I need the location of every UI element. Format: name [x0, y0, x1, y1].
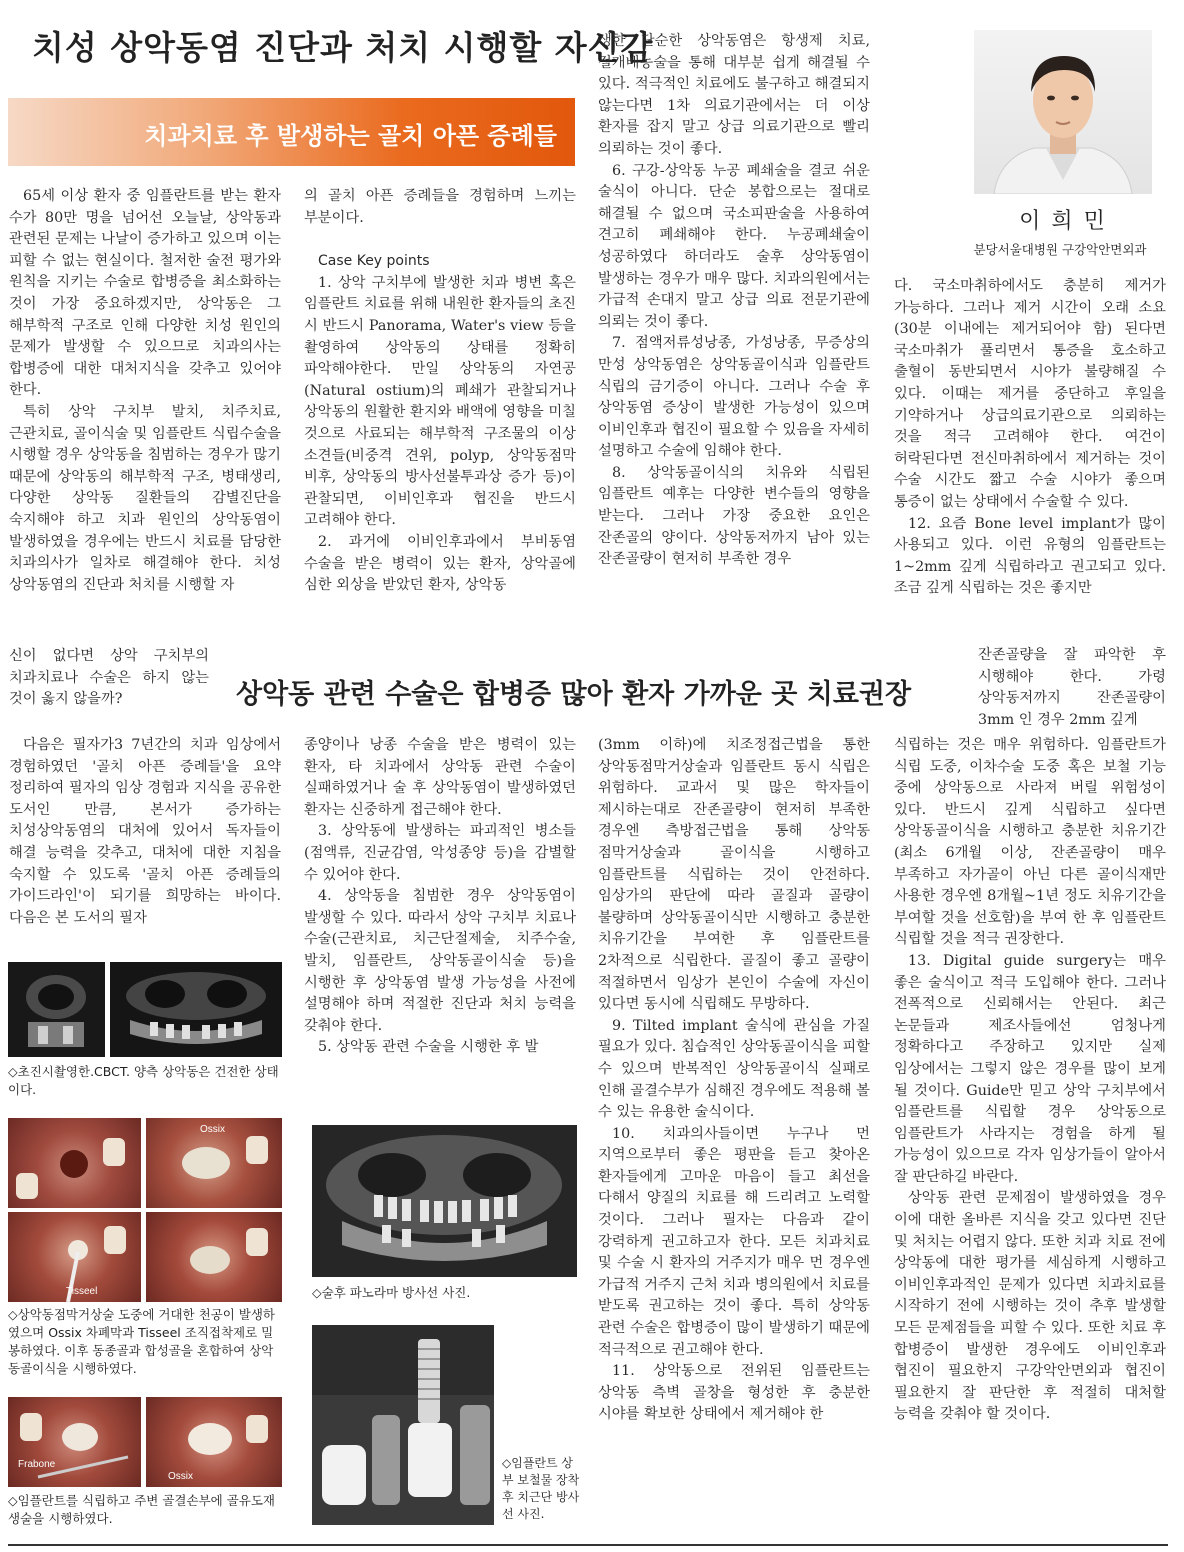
paragraph: 종양이나 낭종 수술을 받은 병력이 있는 환자, 타 치과에서 상악동 관련 수술이 실패하였거나 술 후 상악동염이 발생하였던 환자는 신중하게 접근해야 한다. [304, 737, 576, 818]
column-2-bottom [304, 735, 576, 1059]
subtitle-banner [8, 98, 575, 166]
caption-surgery: ◇상악동점막거상술 도중에 거대한 천공이 발생하였으며 Ossix 차폐막과 Tisseel 조직접착제로 밀봉하였다. 이후 동종골과 합성골을 혼합하여 상악동골이식을 시행하였다. [8, 1307, 276, 1376]
photo-label: Ossix [168, 1471, 193, 1482]
portrait-image [974, 30, 1152, 194]
author-name: 이 희 민 [1019, 209, 1107, 234]
surgery-photo-4 [146, 1212, 282, 1302]
paragraph: 3. 상악동에 발생하는 파괴적인 병소들(점액류, 진균감염, 악성종양 등)을 감별할 수 있어야 한다. [304, 823, 576, 883]
cbct-image-right [110, 962, 282, 1057]
paragraph: 6. 구강-상악동 누공 폐쇄술을 결코 쉬운 술식이 아니다. 단순 봉합으로는 절대로 해결될 수 없으며 국소피판술을 사용하여 견고히 폐쇄해야 한다. 누공폐쇄술이 성공하였다 하더라도 술후 상악동염이 발생하는 경우가 매우 많다. 치과의원에서는 가급적 손대지 말고 상급 의료 전문기관에 의뢰는 것이 좋다. [598, 162, 870, 330]
paragraph: 11. 상악동으로 전위된 임플란트는 상악동 측벽 골창을 형성한 후 충분한 시야를 확보한 상태에서 제거해야 한 [598, 1363, 870, 1423]
photo-label: Tisseel [66, 1286, 98, 1297]
cbct-scan [8, 962, 105, 1057]
caption-graft: ◇임플란트를 식립하고 주변 골결손부에 골유도재생술을 시행하였다. [8, 1493, 276, 1526]
page-title: 치성 상악동염 진단과 처치 시행할 자신감 [32, 28, 654, 67]
clinical-photo [8, 1118, 141, 1208]
photo-label: Ossix [200, 1124, 225, 1135]
author-photo [974, 30, 1152, 194]
caption-periapical: ◇임플란트 상부 보철물 장착 후 치근단 방사선 사진. [502, 1456, 580, 1521]
mid-headline: 상악동 관련 수술은 합병증 많아 환자 가까운 곳 치료권장 [236, 679, 912, 710]
cbct-image-left [8, 962, 105, 1057]
paragraph: 65세 이상 환자 중 임플란트를 받는 환자 수가 80만 명을 넘어선 오늘날, 상악동과 관련된 문제는 나날이 증가하고 있으며 이는 피할 수 없는 현실이다. 철저한 술전 평가와 원칙을 지키는 수술로 합병증을 최소화하는 것이 가장 중요하겠지만, 상악동은 그 해부학적 구조로 인해 다양한 치성 원인의 문제가 발생할 수 있으므로 치과의사는 합병증에 대한 대처지식을 갖추고 있어야 한다. [9, 188, 281, 399]
paragraph: 8. 상악동골이식의 치유와 식립된 임플란트 예후는 다양한 변수들의 영향을 받는다. 그러나 가장 중요한 요인은 잔존골의 양이다. 상악동저까지 남아 있는 잔존골량이 현저히 부족한 경우 [598, 464, 870, 568]
paragraph: 특히 상악 구치부 발치, 치주치료, 근관치료, 골이식술 및 임플란트 식립수술을 시행할 경우 상악동을 침범하는 경우가 많기 때문에 상악동의 해부학적 구조, 병태생리, 다양한 상악동 질환들의 감별진단을 숙지해야 하고 치과 원인의 상악동염이 발생하였을 경우에는 반드시 치료를 담당한 치과의사가 일차로 해결해야 한다. 치성 상악동염의 진단과 처치를 시행할 자 [9, 403, 281, 593]
author-affiliation: 분당서울대병원 구강악안면외과 [973, 242, 1147, 257]
subtitle-text: 치과치료 후 발생하는 골치 아픈 증례들 [144, 122, 557, 150]
panoramic-xray [312, 1125, 577, 1277]
case-key-heading: Case Key points [318, 253, 430, 270]
cbct-scan [110, 962, 282, 1057]
clinical-photo [8, 1397, 141, 1487]
paragraph: 1. 상악 구치부에 발생한 치과 병변 혹은 임플란트 치료를 위해 내원한 환자들의 초진 시 반드시 Panorama, Water's view 등을 촬영하여 상악동의 상태를 정확히 파악해야한다. 만일 상악동의 자연공(Natural ostium)의 폐쇄가 관찰되거나 상악동의 원활한 환지와 배액에 영향을 미칠 것으로 사료되는 해부학적 구조물의 이상 소견들(비중격 견위, polyp, 상악동점막 비후, 상악동의 방사선불투과상 증가 등)이 관찰되면, 이비인후과 협진을 반드시 고려해야 한다. [304, 274, 576, 529]
paragraph: 12. 요즘 Bone level implant가 많이 사용되고 있다. 이런 유형의 임플란트는 1~2mm 깊게 식립하라고 권고되고 있다. 조금 깊게 식립하는 것은 좋지만 [894, 515, 1166, 597]
paragraph: 식립하는 것은 매우 위험하다. 임플란트가 식립 도중, 이차수술 도중 혹은 보철 기능 중에 상악동으로 사라져 버릴 위험성이 있다. 반드시 깊게 식립하고 싶다면 상악동골이식을 시행하고 충분한 치유기간(최소 6개월 이상, 잔존골량이 매우 부족하고 자가골이 아닌 다른 골이식재만 사용한 경우엔 8개월~1년 정도 치유기간을 부여할 것을 선호함)을 부여 한 후 임플란트 식립할 것을 적극 권장한다. [894, 737, 1166, 948]
paragraph: 2. 과거에 이비인후과에서 부비동염 수술을 받은 병력이 있는 환자, 상악골에 심한 외상을 받았던 환자, 상악동 [304, 533, 576, 594]
column-1-top [9, 186, 281, 596]
photo-label: Frabone [18, 1459, 56, 1470]
column-4-narrow [978, 645, 1166, 731]
clinical-photo [146, 1397, 282, 1487]
paragraph: 다음은 필자가3 7년간의 치과 임상에서 경험하였던 '골치 아픈 증례들'을 요약 정리하여 필자의 임상 경험과 지식을 공유한 도서인 만큼, 본서가 증가하는 치성상악동염의 대처에 있어서 독자들이 해결 능력을 갖추고, 대처에 대한 지침을 숙지할 수 있도록 '골치 아픈 증례들의 가이드라인'이 되기를 희망하는 바이다. 다음은 본 도서의 필자 [9, 737, 281, 926]
column-2-top [304, 186, 576, 597]
caption-cbct: ◇초진시촬영한.CBCT. 양측 상악동은 건전한 상태이다. [8, 1064, 279, 1097]
xray-image [312, 1125, 577, 1277]
paragraph: 13. Digital guide surgery는 매우 좋은 술식이고 적극 도입해야 한다. 그러나 전폭적으로 신뢰해서는 안된다. 최근 논문들과 제조사들에선 엄청나게 정확하다고 주장하고 있지만 실제 임상에서는 그렇지 않은 경우를 많이 보게 될 것이다. Guide만 믿고 상악 구치부에서 임플란트를 식립할 경우 상악동으로 임플란트가 사라지는 경험을 하게 될 가능성이 있으므로 각자 임상가들이 알아서 잘 판단하길 바란다. [894, 952, 1166, 1185]
surgery-photo-3 [8, 1212, 141, 1302]
paragraph: 4. 상악동을 침범한 경우 상악동염이 발생할 수 있다. 따라서 상악 구치부 치료나 수술(근관치료, 치근단절제술, 치주수술, 발치, 임플란트, 상악동골이식술 등)을 시행한 후 상악동염 발생 가능성을 사전에 설명해야 하며 적절한 진단과 처치 능력을 갖춰야 한다. [304, 888, 576, 1034]
caption-pano: ◇술후 파노라마 방사선 사진. [312, 1285, 471, 1300]
paragraph: (3mm 이하)에 치조정접근법을 통한 상악동점막거상술과 임플란트 동시 식립은 위험하다. 교과서 및 많은 학자들이 제시하는대로 잔존골량이 현저히 부족한 경우엔 측방접근법을 통해 상악동 점막거상술과 골이식을 시행하고 임플란트를 식립하는 것이 안전하다. 임상가의 판단에 따라 골질과 골량이 불량하며 상악동골이식만 시행하고 충분한 치유기간을 부여한 후 임플란트를 2차적으로 식립한다. 골질이 좋고 골량이 적절하면서 임상가 본인이 수술에 자신이 있다면 동시에 식립해도 무방하다. [598, 737, 870, 1013]
surgery-photo-1 [8, 1118, 141, 1208]
column-3-bottom [598, 735, 870, 1426]
column-1-narrow [9, 646, 209, 711]
column-4-bottom [894, 735, 1166, 1426]
paragraph: 상악동 관련 문제점이 발생하였을 경우 이에 대한 올바른 지식을 갖고 있다면 진단 및 처치는 어렵지 않다. 또한 치과 치료 전에 상악동에 대한 평가를 세심하게 시행하고 이비인후과적인 문제가 있다면 치과치료를 시작하기 전에 시행하는 것이 추후 발생할 모든 문제점들을 피할 수 있다. 또한 치료 후 합병증이 발생한 경우에도 이비인후과 협진이 필요한지 구강악안면외과 협진이 필요한지 잘 판단한 후 적절히 대처할 능력을 갖춰야 할 것이다. [894, 1190, 1166, 1423]
surgery-photo-2 [146, 1118, 282, 1208]
paragraph: 의 골치 아픈 증례들을 경험하며 느끼는 부분이다. [304, 188, 576, 226]
paragraph: 9. Tilted implant 술식에 관심을 가질 필요가 있다. 침습적인 상악동골이식을 피할 수 있으며 반복적인 상악동골이식 실패로 인해 골결수부가 심해진 경우에도 적용해 볼 수 있는 유용한 술식이다. [598, 1017, 870, 1121]
paragraph: 잔존골량을 잘 파악한 후 시행해야 한다. 가령 상악동저까지 잔존골량이 3mm 인 경우 2mm 깊게 [978, 647, 1166, 728]
graft-photo-1 [8, 1397, 141, 1487]
clinical-photo [146, 1212, 282, 1302]
paragraph: 10. 치과의사들이면 누구나 먼 지역으로부터 좋은 평판을 듣고 찾아온 환자들에게 고마운 마음이 들고 최선을 다해서 양질의 치료를 해 드리려고 노력할 것이다. 그러나 필자는 다음과 같이 강력하게 권고하고자 한다. 모든 치과치료 및 수술 시 환자의 거주지가 매우 먼 경우엔 가급적 거주지 근처 치과 병의원에서 치료를 받도록 권고하는 것이 좋다. 특히 상악동 관련 수술은 합병증이 많이 발생하기 때문에 적극적으로 권고해야 한다. [598, 1125, 870, 1358]
column-4-top [894, 276, 1166, 600]
paragraph: 7. 점액저류성낭종, 가성낭종, 무증상의 만성 상악동염은 상악동골이식과 임플란트 식립의 금기증이 아니다. 그러나 수술 후 상악동염 증상이 발생한 가능성이 있으며 이비인후과 협진이 필요할 수 있음을 자세히 설명하고 수술에 임해야 한다. [598, 335, 870, 460]
paragraph: 다. 국소마취하에서도 충분히 제거가 가능하다. 그러나 제거 시간이 오래 소요(30분 이내에는 제거되어야 함) 된다면 국소마취가 풀리면서 통증을 호소하고 출혈이 동반되면서 시야가 불량해질 수 있다. 이때는 제거를 중단하고 후일을 기약하거나 상급의료기관으로 의뢰하는 것을 적극 고려해야 한다. 여건이 허락된다면 전신마취하에서 제거하는 것이 수술 시간도 짧고 수술 시야가 좋으며 통증이 없는 상태에서 수술할 수 있다. [894, 278, 1166, 510]
column-1-bottom [9, 735, 281, 929]
column-3-top [598, 31, 870, 571]
paragraph: 신이 없다면 상악 구치부의 치과치료나 수술은 하지 않는 것이 옳지 않을까? [9, 648, 209, 708]
graft-photo-2 [146, 1397, 282, 1487]
paragraph: 생한 단순한 상악동염은 항생제 치료, 절개배농술을 통해 대부분 쉽게 해결될 수 있다. 적극적인 치료에도 불구하고 해결되지 않는다면 1차 의료기관에서는 더 이상 환자를 잡지 말고 상급 의료기관으로 빨리 의뢰하는 것이 좋다. [598, 33, 870, 157]
xray-image [312, 1325, 494, 1525]
periapical-xray [312, 1325, 494, 1525]
bottom-rule [8, 1544, 1168, 1546]
paragraph: 5. 상악동 관련 수술을 시행한 후 발 [318, 1039, 539, 1056]
